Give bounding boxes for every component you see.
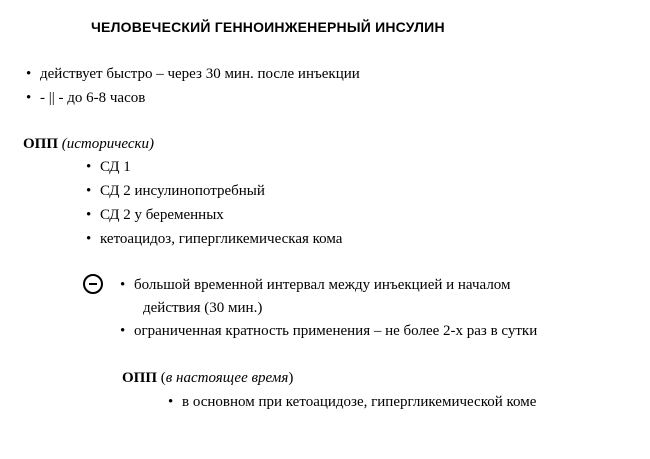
list-item [168,393,536,411]
list-item [86,182,265,200]
bullet: • [120,277,126,293]
list-item [26,65,360,83]
indication-text: СД 1 [100,159,131,175]
property-text: - || - до 6-8 часов [40,90,146,106]
qualifier-open: ( [160,370,166,386]
indication-text: кетоацидоз, гипергликемическая кома [100,231,343,247]
bullet: • [86,183,92,199]
bullet: • [26,90,32,106]
bullet: • [168,394,174,410]
bullet: • [86,159,92,175]
qualifier-close: ) [288,370,294,386]
section-qualifier: (исторически) [61,136,155,152]
property-text: действует быстро – через 30 мин. после инъекции [40,66,360,82]
section-heading-historical [23,135,154,153]
drawback-text: большой временной интервал между инъекцией и началом [134,277,511,293]
list-item [86,230,342,248]
list-item [86,206,224,224]
indication-text: в основном при кетоацидозе, гипергликемической коме [182,394,537,410]
bullet: • [86,231,92,247]
list-item [120,322,537,340]
section-label: ОПП [122,370,158,386]
page-title: ЧЕЛОВЕЧЕСКИЙ ГЕННОИНЖЕНЕРНЫЙ ИНСУЛИН [91,19,445,35]
section-heading-current [122,369,293,387]
bullet: • [120,323,126,339]
indication-text: СД 2 у беременных [100,207,224,223]
list-item [26,89,145,107]
bullet: • [86,207,92,223]
minus-circle-icon [83,274,103,294]
section-qualifier: в настоящее время [165,370,289,386]
indication-text: СД 2 инсулинопотребный [100,183,265,199]
drawback-text-continued: действия (30 мин.) [143,300,263,316]
list-item [120,276,511,294]
list-item [86,158,131,176]
drawback-text: ограниченная кратность применения – не более 2-х раз в сутки [134,323,538,339]
bullet: • [26,66,32,82]
section-label: ОПП [23,136,59,152]
